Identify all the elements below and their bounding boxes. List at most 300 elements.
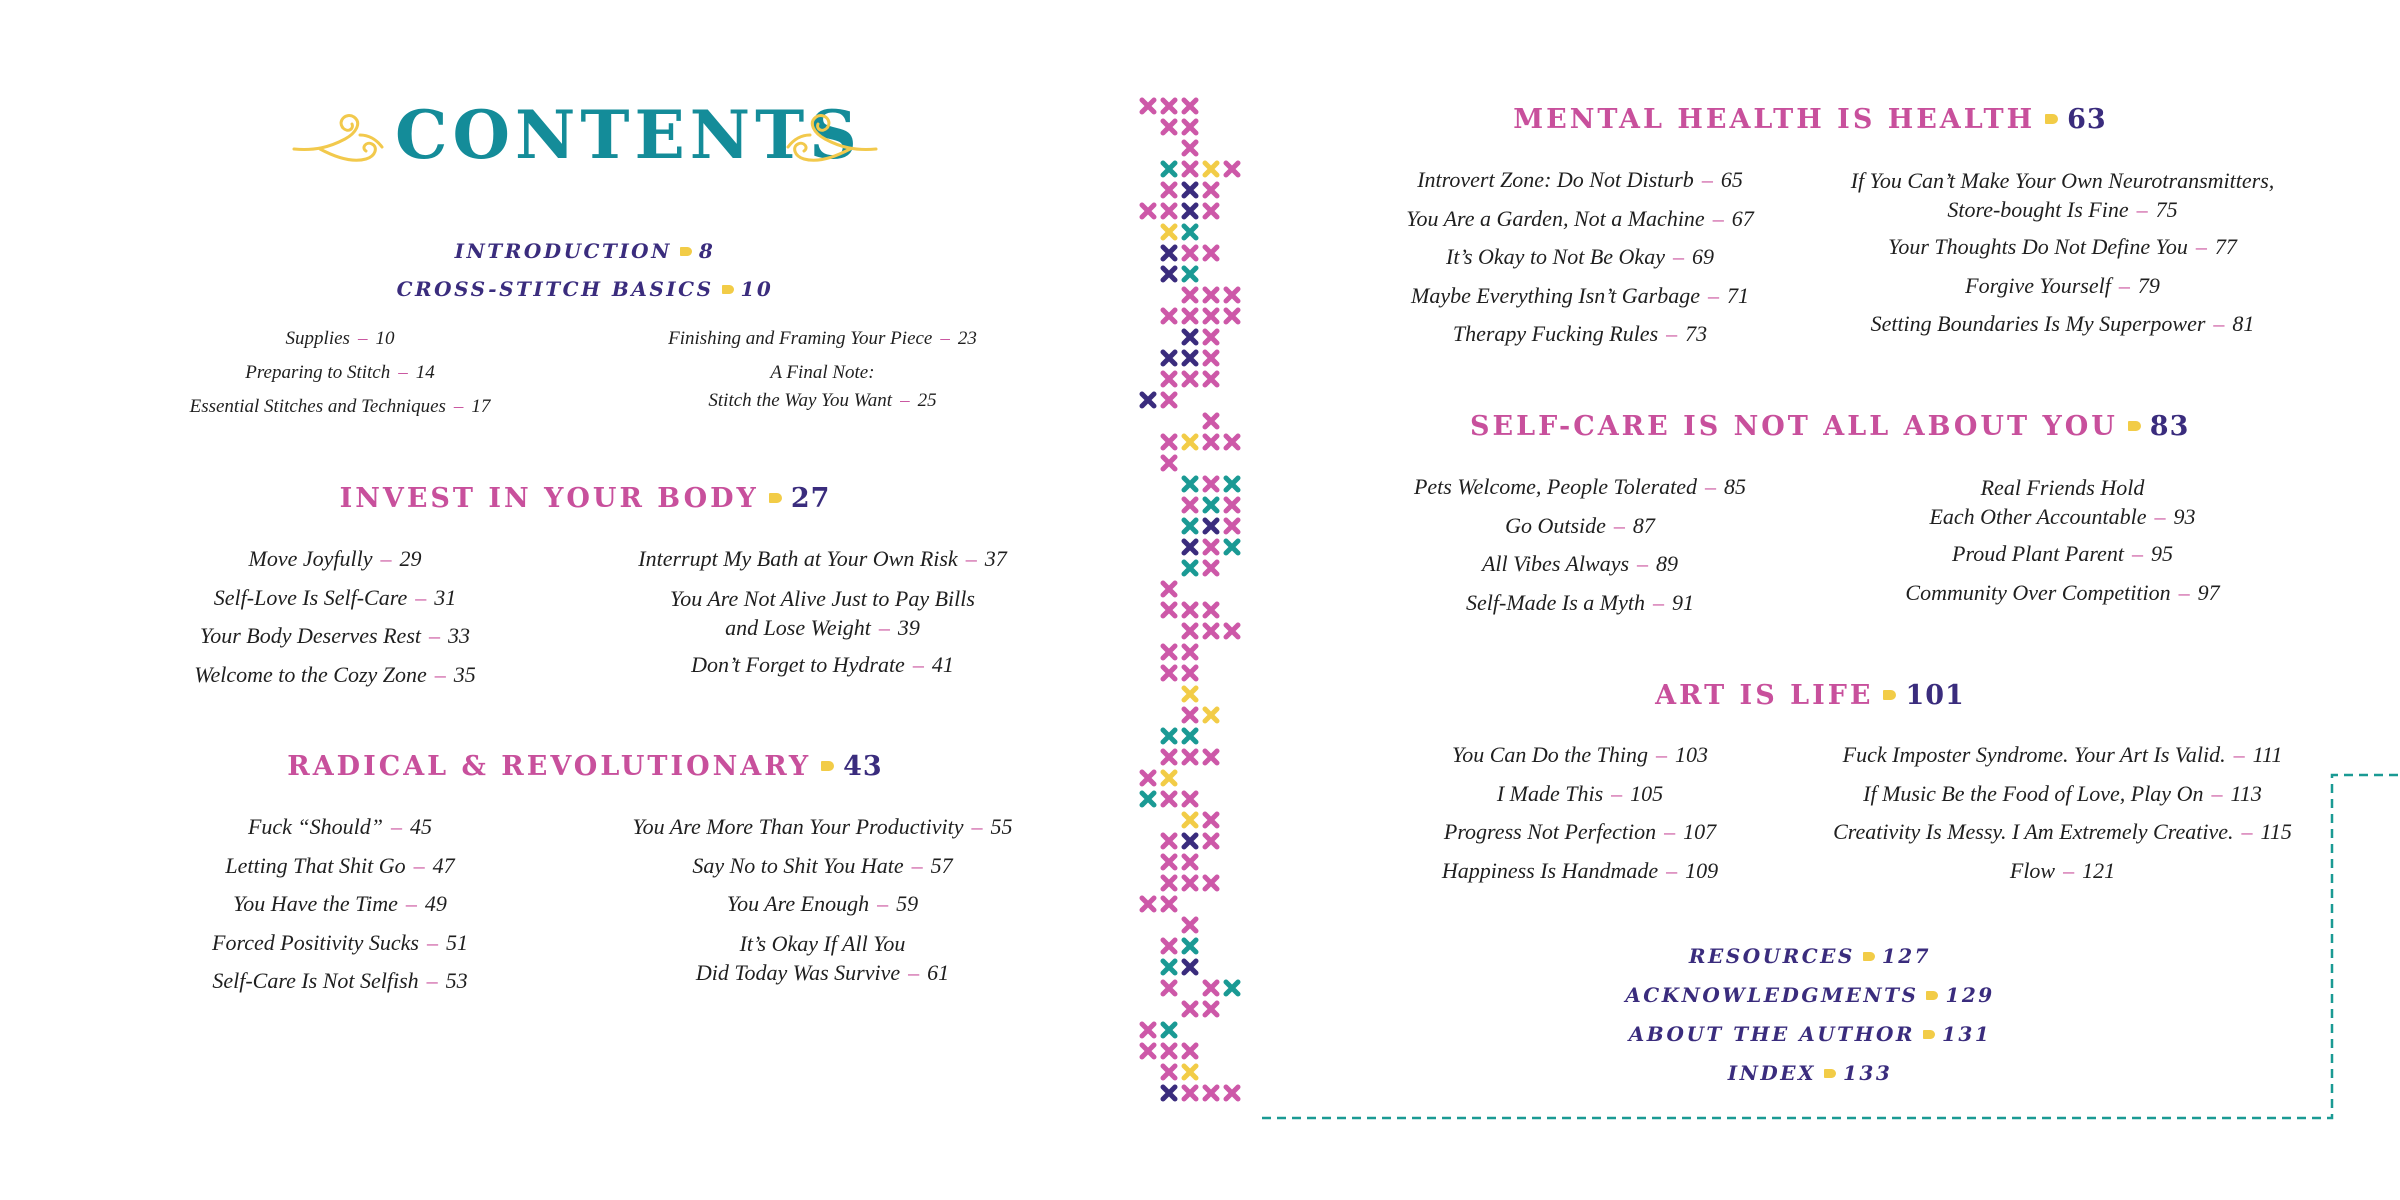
cross-stitch-icon <box>1205 604 1217 616</box>
cross-stitch-icon <box>1163 1087 1175 1099</box>
cross-stitch-icon <box>1205 310 1217 322</box>
cross-stitch-icon <box>1163 394 1175 406</box>
toc-entry[interactable]: A Final Note: Stitch the Way You Want – 25 <box>708 362 937 411</box>
cross-stitch-icon <box>1163 163 1175 175</box>
toc-entry[interactable]: Real Friends Hold Each Other Accountable – 93 <box>1929 475 2196 529</box>
toc-entry[interactable]: You Are More Than Your Productivity – 55 <box>632 814 1013 839</box>
entry-title: Therapy Fucking Rules <box>1452 321 1659 346</box>
cross-stitch-icon <box>1142 898 1154 910</box>
cross-stitch-icon <box>1163 835 1175 847</box>
cross-stitch-icon <box>1184 688 1196 700</box>
entry-page: 49 <box>424 891 447 916</box>
cross-stitch-icon <box>1184 877 1196 889</box>
entry-page: 121 <box>2082 857 2116 883</box>
entry-title: I Made This <box>1496 780 1604 806</box>
cross-stitch-icon <box>1205 184 1217 196</box>
cross-stitch-icon <box>1142 100 1154 112</box>
toc-entry[interactable]: It’s Okay If All You Did Today Was Survive – 61 <box>695 930 950 985</box>
toc-entry[interactable]: Your Thoughts Do Not Define You – 77 <box>1888 234 2237 259</box>
page-tab-icon <box>1883 690 1896 700</box>
toc-entry[interactable]: Self-Care Is Not Selfish – 53 <box>212 968 468 993</box>
cross-stitch-icon <box>1184 919 1196 931</box>
entry-title: Self-Care Is Not Selfish <box>212 968 419 993</box>
entry-title: Don’t Forget to Hydrate <box>691 651 905 677</box>
cross-stitch-icon <box>1205 499 1217 511</box>
toc-heading-about-the-author[interactable] <box>1560 1022 2060 1046</box>
cross-stitch-icon <box>1226 520 1238 532</box>
cross-stitch-icon <box>1163 604 1175 616</box>
toc-entry[interactable]: It’s Okay to Not Be Okay – 69 <box>1446 244 1714 269</box>
entry-title: Preparing to Stitch <box>245 362 391 383</box>
toc-entry[interactable]: You Have the Time – 49 <box>233 891 447 916</box>
cross-stitch-icon <box>1163 856 1175 868</box>
heading-page: 129 <box>1945 983 1995 1007</box>
cross-stitch-icon <box>1163 877 1175 889</box>
toc-entry[interactable]: Therapy Fucking Rules – 73 <box>1452 321 1708 346</box>
heading-page: 10 <box>740 277 774 301</box>
cross-stitch-icon <box>1163 268 1175 280</box>
entry-title: Self-Love Is Self-Care <box>213 584 408 610</box>
cross-stitch-icon <box>1205 352 1217 364</box>
cross-stitch-icon <box>1163 205 1175 217</box>
page-tab-icon <box>1824 1069 1836 1078</box>
toc-entry[interactable]: Creativity Is Messy. I Am Extremely Creative. – 115 <box>1833 819 2292 844</box>
entry-title: You Are Enough <box>726 891 870 916</box>
cross-stitch-icon <box>1163 730 1175 742</box>
toc-entry[interactable]: Go Outside – 87 <box>1505 512 1655 538</box>
toc-entry[interactable]: Essential Stitches and Techniques – 17 <box>189 396 491 417</box>
entry-page: 75 <box>2155 197 2178 222</box>
toc-entry[interactable]: You Are Not Alive Just to Pay Bills and Lose Weight – 39 <box>670 585 975 640</box>
entry-page: 55 <box>990 814 1013 839</box>
entry-title: Forgive Yourself <box>1965 272 2111 298</box>
entry-page: 71 <box>1726 282 1749 308</box>
cross-stitch-icon <box>1226 310 1238 322</box>
entry-title: Stitch the Way You Want <box>708 390 893 411</box>
cross-stitch-icon <box>1205 541 1217 553</box>
cross-stitch-icon <box>1184 142 1196 154</box>
entry-title: Self-Made Is a Myth <box>1466 589 1645 615</box>
entry-title: Each Other Accountable <box>1929 504 2147 529</box>
cross-stitch-icon <box>1184 1045 1196 1057</box>
toc-list-right <box>590 540 1055 684</box>
toc-entry[interactable]: Flow – 121 <box>2009 857 2116 883</box>
cross-stitch-icon <box>1163 1045 1175 1057</box>
toc-entry[interactable]: You Can Do the Thing – 103 <box>1451 742 1708 767</box>
entry-title: You Are More Than Your Productivity <box>632 814 964 839</box>
entry-title: Letting That Shit Go <box>225 852 406 878</box>
entry-page: 29 <box>399 546 422 571</box>
cross-stitch-icon <box>1205 373 1217 385</box>
entry-page: 77 <box>2214 234 2237 259</box>
cross-stitch-icon <box>1184 352 1196 364</box>
page-tab-icon <box>1863 952 1875 961</box>
entry-page: 95 <box>2150 541 2173 566</box>
cross-stitch-icon <box>1205 625 1217 637</box>
cross-stitch-icon <box>1184 205 1196 217</box>
toc-list-left <box>150 808 530 1001</box>
cross-stitch-icon <box>1184 793 1196 805</box>
toc-list-right <box>1800 161 2325 344</box>
cross-stitch-icon <box>1163 982 1175 994</box>
page-tab-icon <box>722 285 734 294</box>
heading-label: CROSS-STITCH BASICS <box>396 277 714 301</box>
entry-page: 33 <box>448 623 470 648</box>
page-tab-icon <box>680 247 692 256</box>
heading-page: 63 <box>2067 104 2107 135</box>
entry-title: Supplies <box>285 328 350 349</box>
entry-page: 103 <box>1675 742 1708 767</box>
toc-entry[interactable]: Move Joyfully – 29 <box>248 546 422 571</box>
entry-page: 14 <box>415 362 435 383</box>
toc-heading-cross-stitch-basics[interactable] <box>385 277 785 301</box>
entry-title: Fuck Imposter Syndrome. Your Art Is Valid. <box>1842 742 2226 767</box>
entry-title: Go Outside <box>1505 512 1606 538</box>
toc-entry[interactable]: Preparing to Stitch – 14 <box>245 362 435 383</box>
entry-page: 115 <box>2260 819 2292 844</box>
heading-label: RADICAL & REVOLUTIONARY <box>287 751 812 782</box>
cross-stitch-icon <box>1226 625 1238 637</box>
contents-header <box>290 95 880 185</box>
entry-page: 69 <box>1691 244 1714 269</box>
toc-list-right <box>1820 468 2305 612</box>
entry-title: Setting Boundaries Is My Superpower <box>1870 311 2206 336</box>
toc-entry[interactable]: Pets Welcome, People Tolerated – 85 <box>1413 474 1747 499</box>
entry-title: Pets Welcome, People Tolerated <box>1413 474 1698 499</box>
cross-stitch-icon <box>1226 541 1238 553</box>
toc-heading-index[interactable] <box>1560 1061 2060 1085</box>
cross-stitch-icon <box>1205 835 1217 847</box>
cross-stitch-icon <box>1226 163 1238 175</box>
cross-stitch-icon <box>1205 163 1217 175</box>
cross-stitch-icon <box>1184 856 1196 868</box>
cross-stitch-icon <box>1184 1087 1196 1099</box>
cross-stitch-icon <box>1184 625 1196 637</box>
cross-stitch-icon <box>1163 751 1175 763</box>
cross-stitch-icon <box>1163 226 1175 238</box>
cross-stitch-icon <box>1184 499 1196 511</box>
toc-entry[interactable]: Forgive Yourself – 79 <box>1965 272 2160 298</box>
toc-entry[interactable]: Welcome to the Cozy Zone – 35 <box>194 661 476 687</box>
toc-entry[interactable]: Say No to Shit You Hate – 57 <box>692 852 953 878</box>
toc-list-left <box>140 540 530 694</box>
entry-title-line1: Real Friends Hold <box>1980 475 2145 500</box>
cross-stitch-icon <box>1226 982 1238 994</box>
entry-title: Your Body Deserves Rest <box>200 623 421 648</box>
cross-stitch-icon <box>1163 940 1175 952</box>
entry-title: Finishing and Framing Your Piece <box>668 328 933 349</box>
cross-stitch-icon <box>1163 247 1175 259</box>
heading-page: 133 <box>1843 1061 1893 1085</box>
entry-title: You Are a Garden, Not a Machine <box>1406 205 1705 231</box>
entry-page: 97 <box>2197 579 2220 605</box>
cross-stitch-icon <box>1163 583 1175 595</box>
cross-stitch-icon <box>1184 289 1196 301</box>
ornamental-scroll-icon <box>785 109 880 169</box>
cross-stitch-icon <box>1163 646 1175 658</box>
entry-title-line1: It’s Okay If All You <box>739 930 906 956</box>
toc-heading-radical-and-revolutionary[interactable] <box>270 751 900 782</box>
entry-title-line1: A Final Note: <box>770 362 875 383</box>
cross-stitch-icon <box>1226 499 1238 511</box>
entry-title: Creativity Is Messy. I Am Extremely Creative. <box>1833 819 2234 844</box>
entry-title: Progress Not Perfection <box>1443 819 1657 844</box>
cross-stitch-icon <box>1205 709 1217 721</box>
toc-entry[interactable]: Progress Not Perfection – 107 <box>1443 819 1717 844</box>
cross-stitch-icon <box>1163 961 1175 973</box>
cross-stitch-icon <box>1184 436 1196 448</box>
cross-stitch-icon <box>1184 478 1196 490</box>
cross-stitch-icon <box>1205 982 1217 994</box>
page-tab-icon <box>821 761 834 771</box>
cross-stitch-icon <box>1184 163 1196 175</box>
cross-stitch-icon <box>1184 1066 1196 1078</box>
entry-page: 73 <box>1685 321 1708 346</box>
entry-title: Fuck “Should” <box>247 814 384 839</box>
cross-stitch-icon <box>1184 100 1196 112</box>
page-tab-icon <box>2045 114 2058 124</box>
heading-label: INDEX <box>1727 1061 1816 1085</box>
toc-entry[interactable]: Introvert Zone: Do Not Disturb – 65 <box>1417 167 1743 192</box>
entry-title: Store-bought Is Fine <box>1947 197 2129 222</box>
cross-stitch-icon <box>1226 436 1238 448</box>
heading-label: SELF-CARE IS NOT ALL ABOUT YOU <box>1470 411 2118 442</box>
toc-entry[interactable]: Forced Positivity Sucks – 51 <box>212 929 468 955</box>
toc-entry[interactable]: Letting That Shit Go – 47 <box>225 852 455 878</box>
entry-page: 87 <box>1632 512 1655 538</box>
entry-title: Forced Positivity Sucks <box>212 929 419 955</box>
cross-stitch-icon <box>1184 961 1196 973</box>
cross-stitch-icon <box>1163 1066 1175 1078</box>
toc-entry[interactable]: Happiness Is Handmade – 109 <box>1441 857 1719 883</box>
toc-heading-invest-in-your-body[interactable] <box>295 483 875 514</box>
page-tab-icon <box>769 493 782 503</box>
entry-page: 65 <box>1720 167 1743 192</box>
entry-title: Maybe Everything Isn’t Garbage <box>1411 282 1700 308</box>
entry-page: 107 <box>1683 819 1717 844</box>
entry-page: 10 <box>375 328 395 349</box>
cross-stitch-icon <box>1184 730 1196 742</box>
entry-title-line1: If You Can’t Make Your Own Neurotransmitters, <box>1850 168 2275 193</box>
cross-stitch-icon <box>1163 772 1175 784</box>
entry-page: 59 <box>896 891 919 916</box>
toc-entry[interactable]: Setting Boundaries Is My Superpower – 81 <box>1870 311 2255 336</box>
cross-stitch-icon <box>1184 247 1196 259</box>
toc-list-right <box>1800 736 2325 890</box>
entry-page: 93 <box>2173 504 2196 529</box>
entry-page: 35 <box>453 661 476 687</box>
cross-stitch-icon <box>1163 121 1175 133</box>
heading-page: 127 <box>1881 944 1932 968</box>
cross-stitch-icon <box>1226 1087 1238 1099</box>
entry-title: Welcome to the Cozy Zone <box>194 661 427 687</box>
entry-page: 23 <box>957 328 977 349</box>
cross-stitch-icon <box>1163 373 1175 385</box>
toc-entry[interactable]: If Music Be the Food of Love, Play On – 113 <box>1863 780 2262 806</box>
entry-page: 111 <box>2252 742 2283 767</box>
cross-stitch-icon <box>1184 373 1196 385</box>
toc-heading-acknowledgments[interactable] <box>1560 983 2060 1007</box>
toc-entry[interactable]: I Made This – 105 <box>1496 780 1664 806</box>
cross-stitch-icon <box>1142 394 1154 406</box>
entry-title: If Music Be the Food of Love, Play On <box>1863 780 2204 806</box>
entry-page: 61 <box>927 959 950 985</box>
toc-list-left <box>1370 736 1790 890</box>
cross-stitch-icon <box>1184 751 1196 763</box>
cross-stitch-icon <box>1205 1087 1217 1099</box>
entry-title: You Have the Time <box>233 891 398 916</box>
toc-entry[interactable]: Fuck “Should” – 45 <box>247 814 433 839</box>
heading-label: ACKNOWLEDGMENTS <box>1625 983 1919 1007</box>
toc-entry[interactable]: Finishing and Framing Your Piece – 23 <box>668 328 977 349</box>
entry-title: It’s Okay to Not Be Okay <box>1446 244 1665 269</box>
cross-stitch-icon <box>1205 436 1217 448</box>
toc-entry[interactable]: Maybe Everything Isn’t Garbage – 71 <box>1411 282 1749 308</box>
cross-stitch-icon <box>1163 352 1175 364</box>
entry-title: Did Today Was Survive <box>695 959 901 985</box>
toc-heading-introduction[interactable] <box>385 239 785 263</box>
entry-page: 57 <box>930 852 953 878</box>
heading-label: MENTAL HEALTH IS HEALTH <box>1513 104 2036 135</box>
entry-page: 31 <box>434 584 457 610</box>
toc-heading-art-is-life[interactable] <box>1560 680 2060 711</box>
entry-title: Move Joyfully <box>248 546 373 571</box>
cross-stitch-icon <box>1226 478 1238 490</box>
entry-title: Interrupt My Bath at Your Own Risk <box>638 546 958 571</box>
entry-page: 85 <box>1724 474 1747 499</box>
cross-stitch-icon <box>1205 562 1217 574</box>
cross-stitch-icon <box>1205 814 1217 826</box>
entry-page: 109 <box>1685 857 1719 883</box>
entry-page: 53 <box>445 968 468 993</box>
cross-stitch-icon <box>1205 877 1217 889</box>
toc-list-left <box>1370 468 1790 622</box>
cross-stitch-icon <box>1163 310 1175 322</box>
toc-entry[interactable]: Your Body Deserves Rest – 33 <box>200 623 470 648</box>
heading-page: 27 <box>790 483 831 514</box>
cross-stitch-icon <box>1142 772 1154 784</box>
toc-entry[interactable]: You Are Enough – 59 <box>726 891 919 916</box>
cross-stitch-icon <box>1205 331 1217 343</box>
cross-stitch-icon <box>1184 667 1196 679</box>
cross-stitch-icon <box>1142 1045 1154 1057</box>
page-title: CONTENTS <box>395 96 862 174</box>
cross-stitch-icon <box>1163 100 1175 112</box>
cross-stitch-icon <box>1184 310 1196 322</box>
toc-entry[interactable]: Supplies – 10 <box>285 328 395 349</box>
toc-list-right <box>590 808 1055 991</box>
cross-stitch-icon <box>1163 898 1175 910</box>
toc-entry[interactable]: Community Over Competition – 97 <box>1905 579 2220 605</box>
toc-entry[interactable]: Self-Made Is a Myth – 91 <box>1466 589 1694 615</box>
cross-stitch-icon <box>1226 289 1238 301</box>
cross-stitch-icon <box>1184 121 1196 133</box>
entry-title: Your Thoughts Do Not Define You <box>1888 234 2188 259</box>
entry-page: 17 <box>471 396 491 417</box>
cross-stitch-icon <box>1184 1003 1196 1015</box>
cross-stitch-icon <box>1142 793 1154 805</box>
toc-entry[interactable]: Interrupt My Bath at Your Own Risk – 37 <box>638 546 1007 571</box>
heading-page: 101 <box>1905 680 1965 711</box>
page-tab-icon <box>1926 991 1938 1000</box>
toc-entry[interactable]: If You Can’t Make Your Own Neurotransmitters, Store-bought Is Fine – 75 <box>1850 168 2275 222</box>
toc-entry[interactable]: Don’t Forget to Hydrate – 41 <box>691 651 954 677</box>
cross-stitch-icon <box>1184 268 1196 280</box>
toc-entry[interactable]: Fuck Imposter Syndrome. Your Art Is Valid. – 111 <box>1842 742 2283 767</box>
cross-stitch-icon <box>1184 562 1196 574</box>
entry-page: 45 <box>410 814 433 839</box>
heading-label: ABOUT THE AUTHOR <box>1628 1022 1916 1046</box>
heading-label: INVEST IN YOUR BODY <box>339 483 759 514</box>
entry-page: 25 <box>917 390 937 411</box>
toc-entry[interactable]: Proud Plant Parent – 95 <box>1952 541 2173 566</box>
entry-title: Introvert Zone: Do Not Disturb <box>1417 167 1694 192</box>
ornamental-scroll-icon <box>290 109 385 169</box>
entry-title-line1: You Are Not Alive Just to Pay Bills <box>670 585 975 611</box>
heading-label: ART IS LIFE <box>1655 680 1874 711</box>
toc-entry[interactable]: All Vibes Always – 89 <box>1481 551 1679 576</box>
heading-page: 83 <box>2149 411 2190 442</box>
toc-heading-resources[interactable] <box>1560 944 2060 968</box>
entry-page: 91 <box>1672 589 1694 615</box>
entry-title: Community Over Competition <box>1905 579 2171 605</box>
cross-stitch-icon <box>1184 520 1196 532</box>
cross-stitch-icon <box>1163 793 1175 805</box>
entry-title: Proud Plant Parent <box>1952 541 2124 566</box>
cross-stitch-icon <box>1184 814 1196 826</box>
cross-stitch-icon <box>1205 247 1217 259</box>
heading-page: 8 <box>698 239 716 263</box>
entry-page: 89 <box>1656 551 1679 576</box>
cross-stitch-icon <box>1205 1003 1217 1015</box>
cross-stitch-icon <box>1163 667 1175 679</box>
cross-stitch-icon <box>1205 478 1217 490</box>
cross-stitch-icon <box>1142 205 1154 217</box>
cross-stitch-icon <box>1205 205 1217 217</box>
toc-list-left <box>150 322 530 424</box>
cross-stitch-icon <box>1205 415 1217 427</box>
entry-page: 67 <box>1731 205 1754 231</box>
cross-stitch-icon <box>1163 436 1175 448</box>
heading-label: INTRODUCTION <box>454 239 672 263</box>
page-tab-icon <box>1923 1030 1935 1039</box>
toc-entry[interactable]: You Are a Garden, Not a Machine – 67 <box>1406 205 1754 231</box>
cross-stitch-icon <box>1184 541 1196 553</box>
entry-page: 79 <box>2137 272 2160 298</box>
cross-stitch-icon <box>1205 289 1217 301</box>
cross-stitch-icon <box>1184 940 1196 952</box>
toc-entry[interactable]: Self-Love Is Self-Care – 31 <box>213 584 457 610</box>
toc-heading-self-care-is-not-all-about-you[interactable] <box>1470 411 2190 442</box>
toc-heading-mental-health-is-health[interactable] <box>1500 104 2120 135</box>
entry-title: Essential Stitches and Techniques <box>189 396 446 417</box>
entry-page: 47 <box>432 852 455 878</box>
cross-stitch-icon <box>1205 751 1217 763</box>
cross-stitch-icon <box>1163 457 1175 469</box>
toc-list-right <box>615 322 1030 419</box>
cross-stitch-icon <box>1163 184 1175 196</box>
heading-page: 131 <box>1942 1022 1992 1046</box>
cross-stitch-icon <box>1163 1024 1175 1036</box>
entry-page: 41 <box>931 651 954 677</box>
cross-stitch-icon <box>1184 646 1196 658</box>
entry-page: 81 <box>2232 311 2255 336</box>
entry-title: All Vibes Always <box>1481 551 1630 576</box>
entry-title: and Lose Weight <box>725 614 871 640</box>
cross-stitch-icon <box>1184 709 1196 721</box>
cross-stitch-icon <box>1205 520 1217 532</box>
page-tab-icon <box>2128 421 2141 431</box>
